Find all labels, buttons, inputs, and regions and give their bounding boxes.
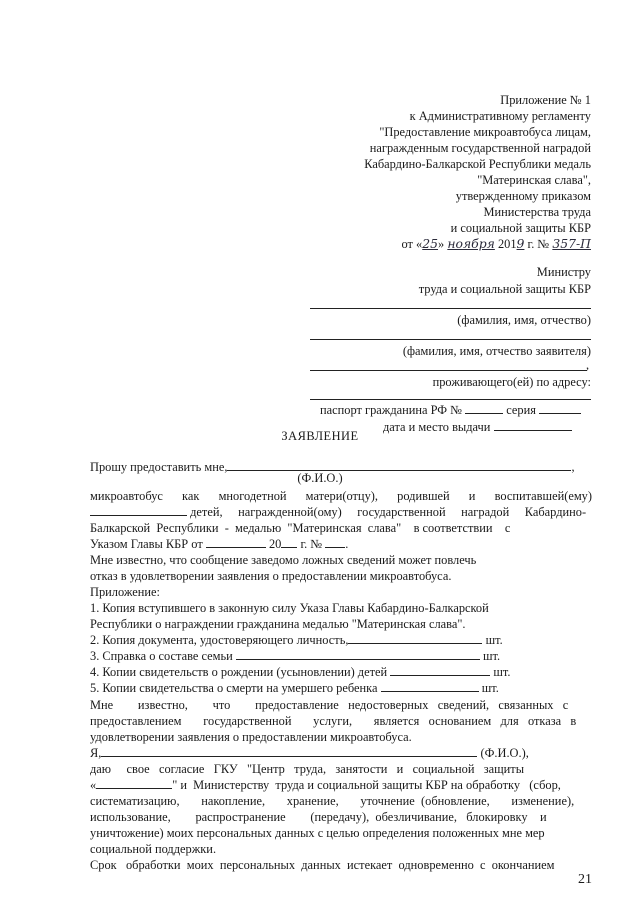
appendix-label: Приложение:	[90, 585, 160, 599]
consent-name-line: Я, (Ф.И.О.),	[90, 746, 529, 760]
appendix-line: к Административному регламенту	[409, 109, 591, 123]
consent-line: даю свое согласие ГКУ "Центр труда, занятости и социальной защиты	[90, 762, 525, 776]
handwritten-day: 25	[422, 236, 439, 251]
consent-line: « " и Министерству труда и социальной защиты КБР на обработку (сбор,	[90, 778, 561, 792]
appendix-line: Кабардино-Балкарской Республики медаль	[364, 157, 591, 171]
fio-caption-center: (Ф.И.О.)	[297, 471, 343, 485]
appendix-line: утвержденному приказом	[455, 189, 591, 203]
warning-line: отказ в удовлетворении заявления о предоставлении микроавтобуса.	[90, 569, 452, 583]
address-blank-1[interactable]	[310, 370, 587, 371]
request-line: Прошу предоставить мне, ,	[90, 460, 575, 474]
handwritten-order-number: 357-П	[552, 236, 591, 251]
consent-line: систематизацию, накопление, хранение, уточнение (обновление, изменение),	[90, 794, 575, 808]
handwritten-month: ноября	[447, 236, 495, 251]
id-copy-count-blank[interactable]	[348, 632, 482, 644]
p1-line: Указом Главы КБР от 20 г. № .	[90, 537, 349, 551]
fio-blank[interactable]	[310, 308, 591, 309]
appendix-line: Министерства труда	[483, 205, 591, 219]
appendix-item: 2. Копия документа, удостоверяющего личность, шт.	[90, 633, 503, 647]
appendix-item: 1. Копия вступившего в законную силу Указа Главы Кабардино-Балкарской	[90, 601, 489, 615]
handwritten-year: 9	[516, 236, 525, 251]
consent-line: социальной поддержки.	[90, 842, 217, 856]
p1-line: детей, награжденной(ому) государственной наградой Кабардино-	[90, 504, 592, 520]
passport-number-blank[interactable]	[465, 402, 503, 414]
notice-line: удовлетворении заявления о предоставлении микроавтобуса.	[90, 730, 412, 744]
addressee-line: Министру	[536, 265, 591, 279]
appendix-line: и социальной защиты КБР	[450, 221, 591, 235]
appendix-line: "Предоставление микроавтобуса лицам,	[379, 125, 591, 139]
center-name-blank[interactable]	[96, 777, 172, 789]
appendix-item: 3. Справка о составе семьи шт.	[90, 649, 501, 663]
term-line: Срок обработки моих персональных данных истекает одновременно с окончанием	[90, 858, 555, 872]
addressee-line: труда и социальной защиты КБР	[418, 282, 591, 296]
notice-line: Мне известно, что предоставление недостоверных сведений, связанных с	[90, 698, 569, 712]
birth-certificate-count-blank[interactable]	[390, 664, 490, 676]
passport-series-blank[interactable]	[539, 402, 581, 414]
consent-fio-blank[interactable]	[101, 745, 477, 757]
decree-date-blank[interactable]	[206, 536, 266, 548]
children-count-blank[interactable]	[90, 504, 187, 516]
appendix-item: Республики о награждении гражданина медалью "Материнская слава".	[90, 617, 466, 631]
comma: ,	[586, 358, 590, 372]
fio-caption: (фамилия, имя, отчество)	[457, 313, 591, 327]
address-caption: проживающего(ей) по адресу:	[432, 375, 591, 389]
decree-number-blank[interactable]	[325, 536, 345, 548]
appendix-line: Приложение № 1	[500, 93, 591, 107]
consent-line: уничтожение) моих персональных данных с целью определения положенных мне мер	[90, 826, 545, 840]
address-blank-2[interactable]	[310, 399, 591, 400]
notice-line: предоставлением государственной услуги, является основанием для отказа в	[90, 714, 577, 728]
applicant-fio-blank[interactable]	[310, 339, 591, 340]
applicant-caption: (фамилия, имя, отчество заявителя)	[402, 344, 591, 358]
document-title: ЗАЯВЛЕНИЕ	[281, 429, 359, 443]
page-number: 21	[578, 872, 592, 887]
appendix-line: "Материнская слава",	[477, 173, 591, 187]
death-certificate-count-blank[interactable]	[381, 680, 479, 692]
decree-year-blank[interactable]	[281, 536, 297, 548]
p1-line: Балкарской Республики - медалью "Материнская слава" в соответствии с	[90, 521, 511, 535]
issue-line: дата и место выдачи	[383, 419, 572, 435]
appendix-item: 4. Копии свидетельств о рождении (усыновлении) детей шт.	[90, 665, 511, 679]
p1-line: микроавтобус как многодетной матери(отцу), родившей и воспитавшей(ему)	[90, 489, 592, 503]
consent-line: использование, распространение (передачу), обезличивание, блокировку и	[90, 810, 547, 824]
appendix-line: награжденным государственной наградой	[369, 141, 591, 155]
appendix-item: 5. Копии свидетельства о смерти на умершего ребенка шт.	[90, 681, 499, 695]
passport-line: паспорт гражданина РФ № серия	[320, 402, 581, 418]
appendix-date-line: от «25» ноября 2019 г. № 357-П	[401, 236, 591, 251]
warning-line: Мне известно, что сообщение заведомо ложных сведений может повлечь	[90, 553, 477, 567]
family-certificate-count-blank[interactable]	[236, 648, 480, 660]
